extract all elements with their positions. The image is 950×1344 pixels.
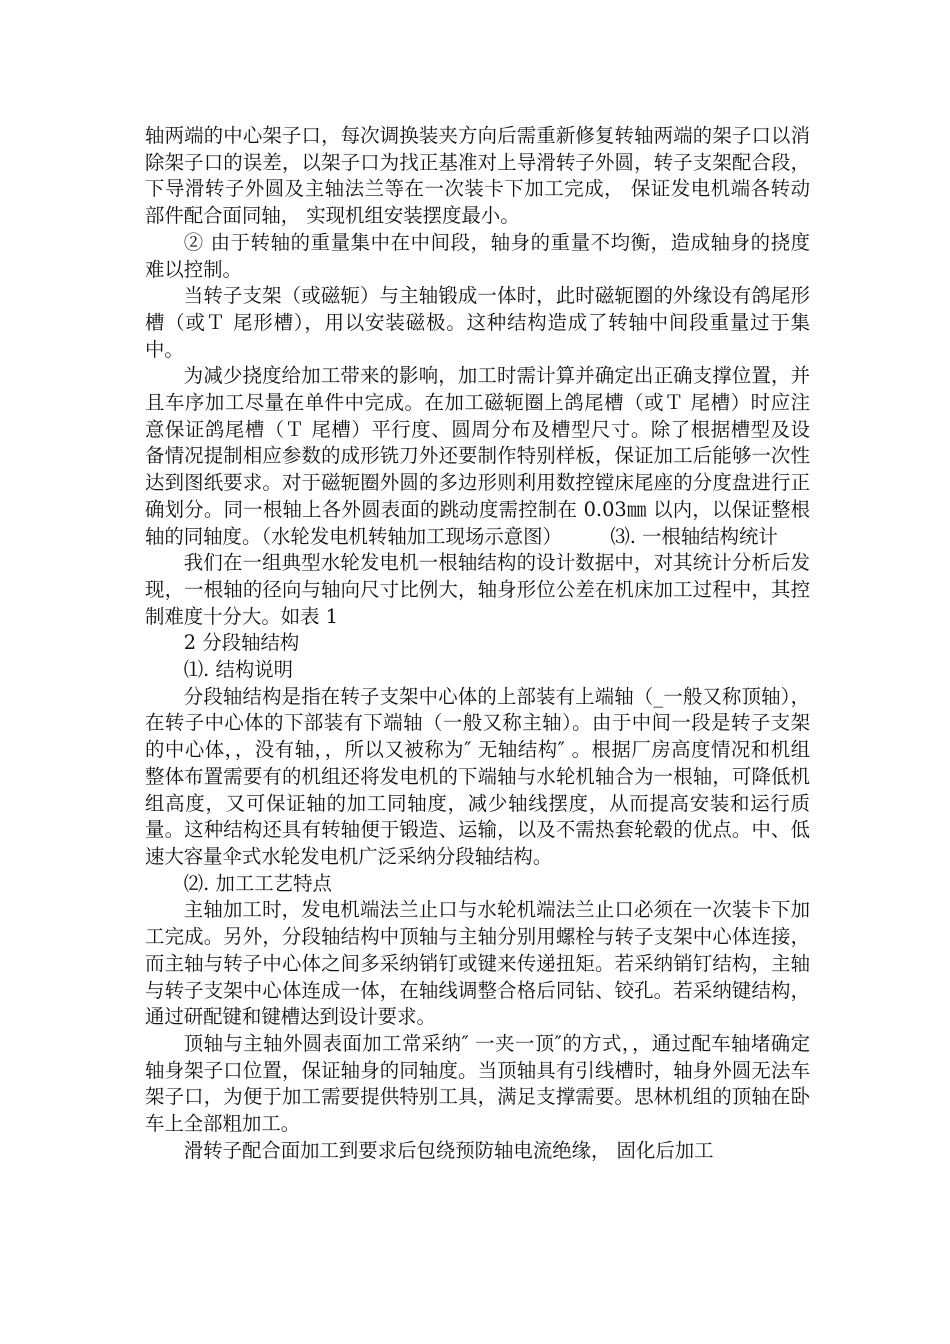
paragraph-2: ② 由于转轴的重量集中在中间段，轴身的重量不均衡，造成轴身的挠度难以控制。 <box>145 230 810 281</box>
paragraph-1: 轴两端的中心架子口，每次调换装夹方向后需重新修复转轴两端的架子口以消除架子口的误差，以架子口为找正基准对上导滑转子外圆，转子支架配合段，下导滑转子外圆及主轴法兰等在一次装卡下加工完成， 保证发电机端各转动部件配合面同轴， 实现机组安装摆度最小。 <box>145 124 810 228</box>
document-body <box>145 123 810 1164</box>
subsection-heading-process: ⑵. 加工工艺特点 <box>183 871 332 895</box>
paragraph-11: 顶轴与主轴外圆表面加工常采纳″ 一夹一顶″的方式，，通过配车轴堵确定轴身架子口位置，保证轴身的同轴度。当顶轴具有引线槽时，轴身外圆无法车架子口，为便于加工需要提供特别工具，满足支撑需要。思林机组的顶轴在卧车上全部粗加工。 <box>145 1031 810 1136</box>
section-heading-2: 2 分段轴结构 <box>183 631 300 655</box>
paragraph-10: 主轴加工时，发电机端法兰止口与水轮机端法兰止口必须在一次装卡下加工完成。另外，分段轴结构中顶轴与主轴分别用螺栓与转子支架中心体连接，而主轴与转子中心体之间多采纳销钉或键来传递扭矩。若采纳销钉结构，主轴与转子支架中心体连成一体，在轴线调整合格后同钻、铰孔。若采纳键结构，通过研配键和键槽达到设计要求。 <box>145 898 810 1029</box>
paragraph-12: 滑转子配合面加工到要求后包绕预防轴电流绝缘， 固化后加工 <box>183 1138 714 1162</box>
subsection-heading-structure: ⑴. 结构说明 <box>183 658 294 682</box>
paragraph-8: 分段轴结构是指在转子支架中心体的上部装有上端轴（_一般又称顶轴），在转子中心体的下部装有下端轴（一般又称主轴）。由于中间一段是转子支架的中心体，，没有轴，，所以又被称为″ 无轴结构″ 。根据厂房高度情况和机组整体布置需要有的机组还将发电机的下端轴与水轮机轴合为一根轴，可降低机组高度，又可保证轴的加工同轴度，减少轴线摆度，从而提高安装和运行质量。这种结构还具有转轴便于锻造、运输，以及不需热套轮毂的优点。中、低速大容量伞式水轮发电机广泛采纳分段轴结构。 <box>145 684 810 868</box>
paragraph-5: 我们在一组典型水轮发电机一根轴结构的设计数据中，对其统计分析后发现，一根轴的径向与轴向尺寸比例大，轴身形位公差在机床加工过程中，其控制难度十分大。如表 1 <box>145 551 810 628</box>
paragraph-3: 当转子支架（或磁轭）与主轴锻成一体时，此时磁轭圈的外缘设有鸽尾形槽（或Ｔ 尾形槽），用以安装磁极。这种结构造成了转轴中间段重量过于集中。 <box>145 284 810 361</box>
paragraph-4: 为减少挠度给加工带来的影响，加工时需计算并确定出正确支撑位置，并且车序加工尽量在单件中完成。在加工磁轭圈上鸽尾槽（或Ｔ 尾槽）时应注意保证鸽尾槽（Ｔ 尾槽）平行度、圆周分布及槽型尺寸。除了根据槽型及设备情况提制相应参数的成形铣刀外还要制作特别样板，保证加工后能够一次性达到图纸要求。对于磁轭圈外圆的多边形则利用数控镗床尾座的分度盘进行正确划分。同一根轴上各外圆表面的跳动度需控制在 0.03㎜ 以内，以保证整根轴的同轴度。（水轮发电机转轴加工现场示意图） ⑶. 一根轴结构统计 <box>145 364 810 548</box>
